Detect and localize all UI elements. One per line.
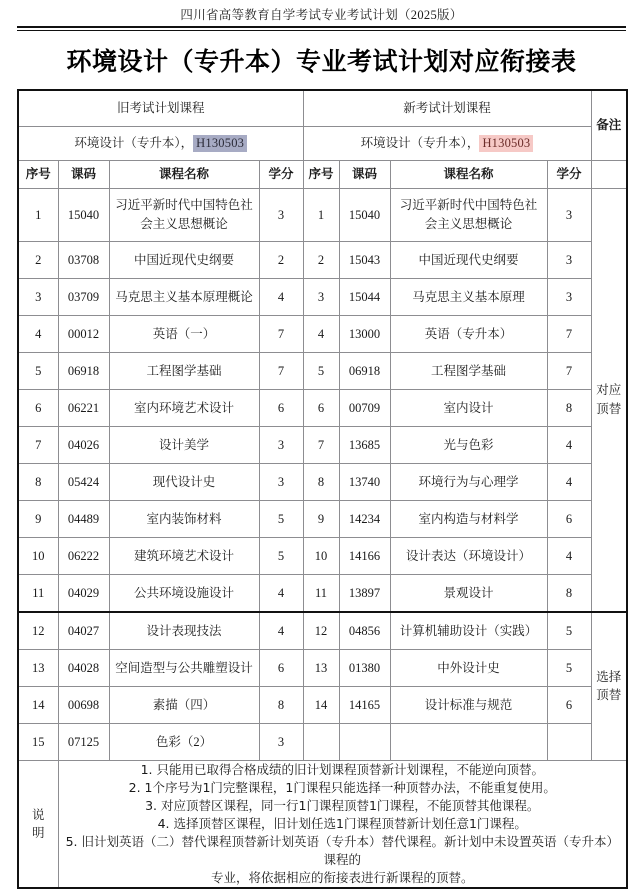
cell-old-name: 设计美学: [109, 426, 259, 463]
cell-new-code: 01380: [339, 649, 390, 686]
cell-new-name: 马克思主义基本原理: [390, 278, 547, 315]
cell-old-seq: 2: [18, 241, 58, 278]
plan-old-code-badge: H130503: [193, 135, 247, 152]
cell-old-code: 06221: [58, 389, 109, 426]
cell-old-seq: 14: [18, 686, 58, 723]
cell-old-name: 建筑环境艺术设计: [109, 537, 259, 574]
cell-old-credit: 8: [259, 686, 303, 723]
cell-old-code: 03709: [58, 278, 109, 315]
remark-optional-line1: 选择: [596, 669, 622, 684]
cell-new-seq: 5: [303, 352, 339, 389]
table-row: [18, 537, 627, 574]
cell-new-credit: [547, 723, 591, 760]
notes-row: [18, 760, 627, 888]
cell-old-seq: 9: [18, 500, 58, 537]
table-row: [18, 723, 627, 760]
cell-new-code: 00709: [339, 389, 390, 426]
plan-row-new: [303, 126, 591, 160]
plan-old-label: 环境设计（专升本），: [74, 136, 194, 151]
table-row: [18, 649, 627, 686]
cell-old-seq: 8: [18, 463, 58, 500]
cell-new-code: 15040: [339, 188, 390, 241]
cell-old-name: 中国近现代史纲要: [109, 241, 259, 278]
cell-new-seq: 3: [303, 278, 339, 315]
cell-new-seq: 13: [303, 649, 339, 686]
cell-new-seq: 14: [303, 686, 339, 723]
cell-old-seq: 6: [18, 389, 58, 426]
group-header-old: 旧考试计划课程: [18, 90, 303, 127]
table-row: [18, 389, 627, 426]
col-header-old-code: 课码: [58, 160, 109, 188]
cell-old-code: 03708: [58, 241, 109, 278]
cell-old-credit: 4: [259, 612, 303, 650]
cell-new-code: 15043: [339, 241, 390, 278]
table-row: [18, 241, 627, 278]
cell-old-name: 空间造型与公共雕塑设计: [109, 649, 259, 686]
cell-new-credit: 3: [547, 188, 591, 241]
cell-old-seq: 7: [18, 426, 58, 463]
col-header-remark-spacer: [591, 160, 627, 188]
cell-old-seq: 13: [18, 649, 58, 686]
col-header-new-code: 课码: [339, 160, 390, 188]
cell-new-seq: 9: [303, 500, 339, 537]
cell-old-seq: 3: [18, 278, 58, 315]
cell-old-name: 设计表现技法: [109, 612, 259, 650]
cell-old-name-line1: 习近平新时代中国特色社: [115, 197, 253, 212]
cell-new-code: 15044: [339, 278, 390, 315]
cell-new-credit: 8: [547, 389, 591, 426]
remark-optional-line2: 顶替: [596, 688, 622, 703]
cell-new-name: 工程图学基础: [390, 352, 547, 389]
cell-new-credit: 4: [547, 426, 591, 463]
cell-new-code: 14165: [339, 686, 390, 723]
cell-old-credit: 6: [259, 389, 303, 426]
col-header-old-name: 课程名称: [109, 160, 259, 188]
cell-old-seq: 4: [18, 315, 58, 352]
cell-old-credit: 4: [259, 574, 303, 612]
cell-new-code: [339, 723, 390, 760]
cell-new-credit: 8: [547, 574, 591, 612]
cell-old-name: 工程图学基础: [109, 352, 259, 389]
cell-new-credit: 6: [547, 500, 591, 537]
cell-new-seq: 12: [303, 612, 339, 650]
cell-old-name: 英语（一）: [109, 315, 259, 352]
notes-label-char1: 说: [31, 807, 45, 822]
cell-old-code: 00012: [58, 315, 109, 352]
cell-old-name: 室内装饰材料: [109, 500, 259, 537]
cell-new-credit: 7: [547, 315, 591, 352]
cell-new-name: 中外设计史: [390, 649, 547, 686]
running-head: 四川省高等教育自学考试专业考试计划（2025版）: [180, 8, 463, 22]
cell-new-name: 设计标准与规范: [390, 686, 547, 723]
cell-old-code: 04027: [58, 612, 109, 650]
cell-old-code: 04489: [58, 500, 109, 537]
cell-old-name: 现代设计史: [109, 463, 259, 500]
cell-old-code: 04028: [58, 649, 109, 686]
cell-new-name-line1: 习近平新时代中国特色社: [399, 197, 538, 212]
cell-old-seq: 10: [18, 537, 58, 574]
col-header-new-name: 课程名称: [390, 160, 547, 188]
cell-old-name: 马克思主义基本原理概论: [109, 278, 259, 315]
cell-new-name: 景观设计: [390, 574, 547, 612]
table-row: [18, 500, 627, 537]
cell-old-credit: 5: [259, 500, 303, 537]
cell-old-seq: 1: [18, 188, 58, 241]
cell-old-credit: 3: [259, 463, 303, 500]
cell-new-seq: [303, 723, 339, 760]
cell-new-name: 室内设计: [390, 389, 547, 426]
cell-new-code: 13685: [339, 426, 390, 463]
cell-new-name: 中国近现代史纲要: [390, 241, 547, 278]
col-header-old-credit: 学分: [259, 160, 303, 188]
cell-old-credit: 3: [259, 723, 303, 760]
table-row: [18, 315, 627, 352]
cell-old-code: 04029: [58, 574, 109, 612]
cell-new-code: 06918: [339, 352, 390, 389]
cell-new-code: 14166: [339, 537, 390, 574]
notes-label-char2: 明: [31, 826, 45, 841]
cell-old-name: 素描（四）: [109, 686, 259, 723]
cell-new-code: 13740: [339, 463, 390, 500]
cell-new-seq: 6: [303, 389, 339, 426]
cell-old-name: 色彩（2）: [109, 723, 259, 760]
cell-new-seq: 11: [303, 574, 339, 612]
remark-optional: [591, 612, 627, 761]
cell-new-seq: 10: [303, 537, 339, 574]
cell-new-credit: 3: [547, 241, 591, 278]
cell-new-credit: 6: [547, 686, 591, 723]
cell-new-name: [390, 723, 547, 760]
cell-old-code: 06222: [58, 537, 109, 574]
notes-label: [18, 760, 58, 888]
cell-old-code: 04026: [58, 426, 109, 463]
cell-new-name: [390, 188, 547, 241]
cell-old-code: 15040: [58, 188, 109, 241]
cell-new-seq: 4: [303, 315, 339, 352]
header-divider-rule: [17, 26, 626, 31]
cell-new-name: 计算机辅助设计（实践）: [390, 612, 547, 650]
cell-new-code: 13000: [339, 315, 390, 352]
cell-new-credit: 4: [547, 463, 591, 500]
cell-old-credit: 3: [259, 188, 303, 241]
cell-old-credit: 3: [259, 426, 303, 463]
remark-column-header: 备注: [591, 90, 627, 161]
cell-old-credit: 7: [259, 352, 303, 389]
table-row: [18, 574, 627, 612]
table-row: [18, 612, 627, 650]
table-row: [18, 686, 627, 723]
group-header-new: 新考试计划课程: [303, 90, 591, 127]
col-header-new-seq: 序号: [303, 160, 339, 188]
cell-old-code: 05424: [58, 463, 109, 500]
notes-body: [58, 760, 627, 888]
cell-old-credit: 5: [259, 537, 303, 574]
cell-old-seq: 11: [18, 574, 58, 612]
table-row: [18, 426, 627, 463]
cell-new-seq: 8: [303, 463, 339, 500]
cell-new-code: 14234: [339, 500, 390, 537]
cell-new-name: 环境行为与心理学: [390, 463, 547, 500]
cell-old-credit: 2: [259, 241, 303, 278]
table-row: [18, 188, 627, 241]
cell-new-seq: 1: [303, 188, 339, 241]
cell-new-seq: 2: [303, 241, 339, 278]
cell-new-code: 13897: [339, 574, 390, 612]
table-row: [18, 278, 627, 315]
cell-old-name: [109, 188, 259, 241]
note-item-4: 4. 选择顶替区课程，旧计划任选1门课程顶替新计划任意1门课程。: [157, 815, 527, 831]
cell-old-code: 07125: [58, 723, 109, 760]
note-item-5-cont: 专业，将依据相应的衔接表进行新课程的顶替。: [211, 870, 474, 886]
cell-new-name: 设计表达（环境设计）: [390, 537, 547, 574]
cell-new-credit: 3: [547, 278, 591, 315]
col-header-new-credit: 学分: [547, 160, 591, 188]
cell-old-name-line2: 会主义思想概论: [140, 216, 228, 231]
cell-old-seq: 5: [18, 352, 58, 389]
cell-new-credit: 5: [547, 612, 591, 650]
cell-old-seq: 12: [18, 612, 58, 650]
cell-old-code: 00698: [58, 686, 109, 723]
cell-old-seq: 15: [18, 723, 58, 760]
cell-old-code: 06918: [58, 352, 109, 389]
cell-old-credit: 7: [259, 315, 303, 352]
col-header-old-seq: 序号: [18, 160, 58, 188]
cell-new-credit: 7: [547, 352, 591, 389]
table-row: [18, 463, 627, 500]
plan-new-code-badge: H130503: [479, 135, 533, 152]
plan-row-old: [18, 126, 303, 160]
cell-new-code: 04856: [339, 612, 390, 650]
note-item-1: 1. 只能用已取得合格成绩的旧计划课程顶替新计划课程，不能逆向顶替。: [140, 761, 544, 777]
cell-new-name-line2: 会主义思想概论: [424, 216, 513, 231]
cell-new-name: 室内构造与材料学: [390, 500, 547, 537]
cell-old-credit: 4: [259, 278, 303, 315]
cell-new-name: 英语（专升本）: [390, 315, 547, 352]
cell-new-seq: 7: [303, 426, 339, 463]
course-mapping-table: [17, 89, 628, 889]
plan-new-label: 环境设计（专升本），: [360, 136, 480, 151]
table-row: [18, 352, 627, 389]
document-title: 环境设计（专升本）专业考试计划对应衔接表: [66, 48, 577, 76]
cell-new-name: 光与色彩: [390, 426, 547, 463]
remark-corresponding: [591, 188, 627, 612]
note-item-2: 2. 1个序号为1门完整课程，1门课程只能选择一种顶替办法，不能重复使用。: [128, 779, 556, 795]
cell-new-credit: 5: [547, 649, 591, 686]
remark-corresponding-line2: 顶替: [596, 401, 622, 416]
note-item-5: 5. 旧计划英语（二）替代课程顶替新计划英语（专升本）替代课程。新计划中未设置英语（专升本）课程的: [65, 834, 619, 868]
cell-old-name: 公共环境设施设计: [109, 574, 259, 612]
note-item-3: 3. 对应顶替区课程，同一行1门课程顶替1门课程，不能顶替其他课程。: [145, 797, 540, 813]
cell-new-credit: 4: [547, 537, 591, 574]
remark-corresponding-line1: 对应: [596, 383, 622, 398]
cell-old-credit: 6: [259, 649, 303, 686]
cell-old-name: 室内环境艺术设计: [109, 389, 259, 426]
